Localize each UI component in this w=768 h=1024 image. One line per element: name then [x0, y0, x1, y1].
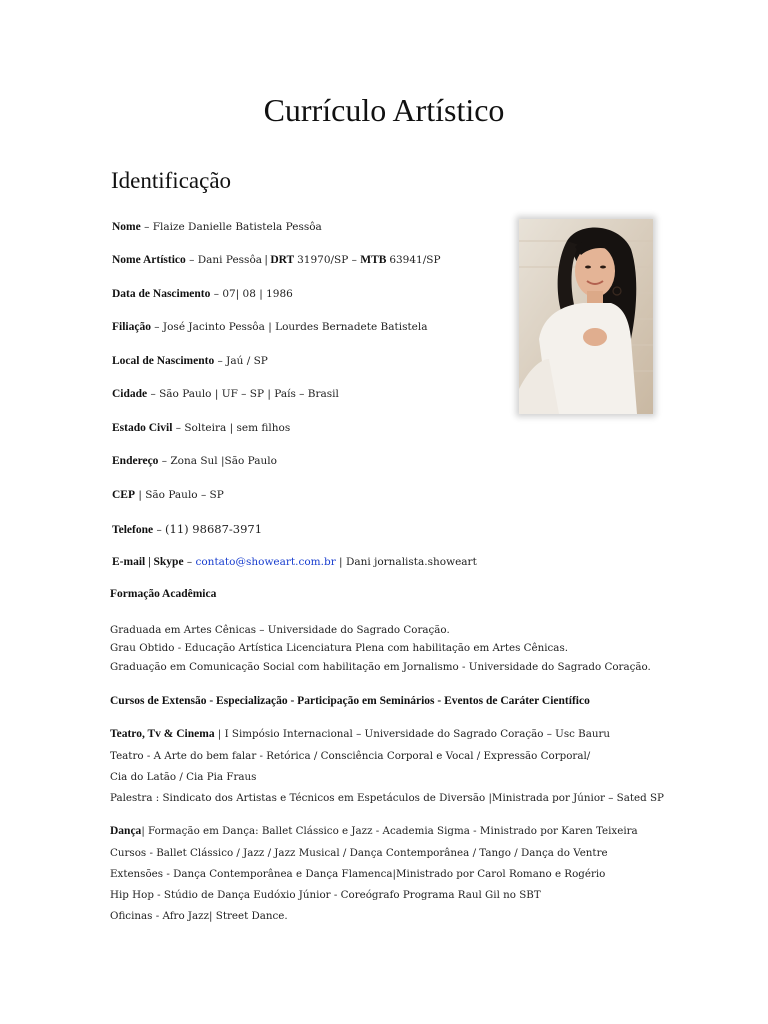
field-cep	[112, 489, 224, 501]
field-sep: –	[147, 388, 160, 400]
teatro-first-text: | I Simpósio Internacional – Universidade do Sagrado Coração – Usc Bauru	[214, 728, 611, 740]
field-sep: –	[210, 288, 223, 300]
field-value: Zona Sul |São Paulo	[170, 455, 277, 467]
field-nome	[112, 221, 322, 233]
email-link[interactable]: contato@showeart.com.br	[195, 556, 336, 568]
field-label: Nome	[112, 221, 141, 233]
danca-line: Extensões - Dança Contemporânea e Dança Flamenca|Ministrado por Carol Romano e Rogério	[110, 868, 606, 880]
drt-sep: |	[262, 254, 271, 266]
field-label: Filiação	[112, 321, 151, 333]
field-value: (11) 98687-3971	[165, 522, 263, 536]
field-sep: –	[140, 221, 153, 233]
field-nome-artistico	[112, 254, 441, 266]
teatro-line: Palestra : Sindicato dos Artistas e Técnicos em Espetáculos de Diversão |Ministrada por Júnior – Sated SP	[110, 792, 664, 804]
field-local-nascimento	[112, 355, 268, 367]
field-sep: –	[158, 455, 171, 467]
field-value: São Paulo – SP	[145, 489, 224, 501]
teatro-label: Teatro, Tv & Cinema	[110, 728, 215, 740]
field-value: Dani Pessôa	[197, 254, 263, 266]
formacao-heading: Formação Acadêmica	[110, 588, 217, 600]
field-data-nascimento	[112, 288, 293, 300]
teatro-line: Cia do Latão / Cia Pia Fraus	[110, 771, 257, 783]
field-email-skype	[112, 556, 477, 568]
field-filiacao	[112, 321, 428, 333]
formacao-line: Graduação em Comunicação Social com habilitação em Jornalismo - Universidade do Sagrado Coração.	[110, 661, 651, 673]
danca-line: Cursos - Ballet Clássico / Jazz / Jazz Musical / Dança Contemporânea / Tango / Dança do Ventre	[110, 847, 608, 859]
field-label: Endereço	[112, 455, 159, 467]
formacao-line: Grau Obtido - Educação Artística Licenciatura Plena com habilitação em Artes Cênicas.	[110, 642, 569, 654]
page-title: Currículo Artístico	[263, 92, 505, 128]
field-value: Jaú / SP	[226, 355, 268, 367]
field-telefone	[112, 522, 262, 536]
profile-photo	[519, 219, 653, 414]
field-value: Solteira | sem filhos	[184, 422, 291, 434]
field-sep: –	[185, 254, 198, 266]
danca-label: Dança	[110, 825, 142, 837]
field-endereco	[112, 455, 277, 467]
field-sep: –	[172, 422, 185, 434]
field-label: Data de Nascimento	[112, 288, 211, 300]
field-label: Estado Civil	[112, 422, 173, 434]
danca-line: Hip Hop - Stúdio de Dança Eudóxio Júnior - Coreógrafo Programa Raul Gil no SBT	[110, 889, 541, 901]
mtb-sep: –	[348, 254, 361, 266]
danca-first-line	[110, 825, 638, 837]
teatro-first-line	[110, 728, 610, 740]
field-label: Nome Artístico	[112, 254, 186, 266]
field-sep: |	[135, 489, 146, 501]
field-sep: –	[214, 355, 227, 367]
field-sep: –	[150, 321, 163, 333]
field-label: Local de Nascimento	[112, 355, 215, 367]
field-cidade	[112, 388, 339, 400]
skype-value: Dani jornalista.showeart	[345, 556, 477, 568]
field-value: José Jacinto Pessôa | Lourdes Bernadete Batistela	[162, 321, 428, 333]
portrait-image	[519, 219, 653, 414]
drt-label: DRT	[270, 254, 295, 266]
field-label: CEP	[112, 489, 135, 501]
drt-value: 31970/SP	[297, 254, 349, 266]
field-value: Flaize Danielle Batistela Pessôa	[152, 221, 322, 233]
identificacao-heading: Identificação	[111, 168, 232, 193]
field-value: São Paulo | UF – SP | País – Brasil	[159, 388, 339, 400]
field-sep: –	[153, 524, 166, 536]
field-label: Telefone	[112, 524, 154, 536]
danca-line: Oficinas - Afro Jazz| Street Dance.	[110, 910, 288, 922]
danca-first-text: | Formação em Dança: Ballet Clássico e Jazz - Academia Sigma - Ministrado por Karen Teixeira	[141, 825, 638, 837]
field-estado-civil	[112, 422, 290, 434]
field-label: E-mail | Skype	[112, 556, 184, 568]
teatro-line: Teatro - A Arte do bem falar - Retórica / Consciência Corporal e Vocal / Expressão Corporal/	[110, 750, 591, 762]
mtb-value: 63941/SP	[389, 254, 441, 266]
field-sep: –	[183, 556, 196, 568]
cursos-heading: Cursos de Extensão - Especialização - Participação em Seminários - Eventos de Caráter Científico	[110, 695, 590, 707]
formacao-line: Graduada em Artes Cênicas – Universidade do Sagrado Coração.	[110, 624, 450, 636]
field-label: Cidade	[112, 388, 148, 400]
field-value: 07| 08 | 1986	[222, 288, 293, 300]
skype-sep: |	[335, 556, 346, 568]
mtb-label: MTB	[360, 254, 387, 266]
